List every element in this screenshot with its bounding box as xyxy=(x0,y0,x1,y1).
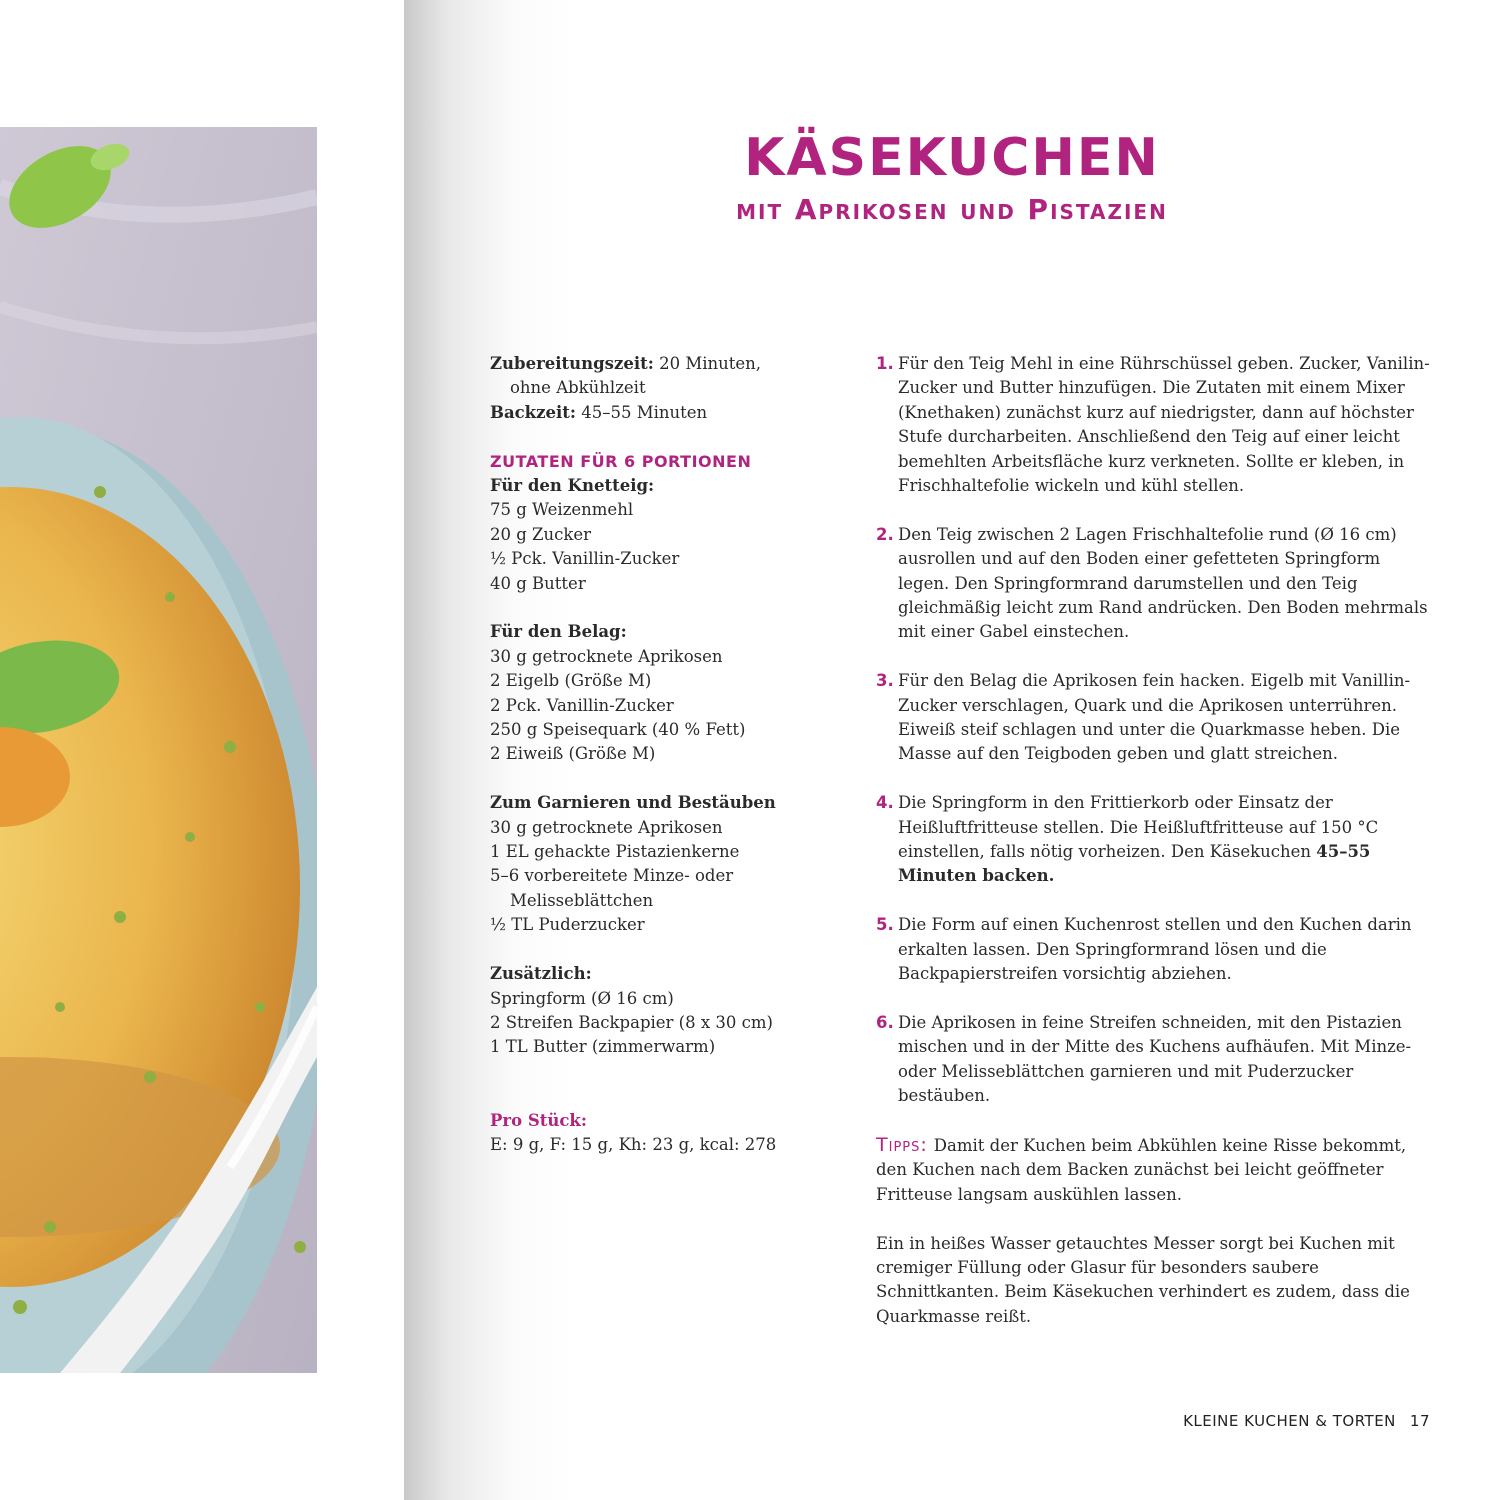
ingredient-item: 250 g Speisequark (40 % Fett) xyxy=(490,720,746,740)
step-number: 2. xyxy=(876,524,894,544)
cheesecake-photo xyxy=(0,127,317,1373)
ingredients-column xyxy=(490,352,840,1157)
dough-heading: Für den Knetteig: xyxy=(490,476,655,496)
prep-time-label: Zubereitungszeit: xyxy=(490,354,654,373)
topping-heading: Für den Belag: xyxy=(490,622,627,642)
tips-paragraph xyxy=(876,1133,1436,1207)
extra-heading: Zusätzlich: xyxy=(490,964,592,984)
step-1 xyxy=(876,352,1436,498)
bake-time-value: 45–55 Minuten xyxy=(575,402,708,422)
tips-label: Tipps: xyxy=(876,1133,928,1156)
step-text: Die Form auf einen Kuchenrost stellen und den Kuchen darin erkalten lassen. Den Springformrand lösen und die Backpapierstreifen vorsichtig abziehen. xyxy=(898,915,1412,984)
ingredient-item: 40 g Butter xyxy=(490,573,586,593)
step-number: 4. xyxy=(876,793,894,813)
step-number: 6. xyxy=(876,1012,894,1032)
bake-time-label: Backzeit: xyxy=(490,402,576,422)
prep-time-note: ohne Abkühlzeit xyxy=(510,378,646,398)
step-4 xyxy=(876,791,1436,889)
ingredient-item: 30 g getrocknete Aprikosen xyxy=(490,817,723,837)
ingredient-item: 75 g Weizenmehl xyxy=(490,500,634,520)
nutrition-label: Pro Stück: xyxy=(490,1110,587,1130)
step-number: 1. xyxy=(876,354,894,373)
tips-text: Damit der Kuchen beim Abkühlen keine Risse bekommt, den Kuchen nach dem Backen zunächst bei leicht geöffneter Fritteuse langsam auskühlen lassen. xyxy=(876,1135,1407,1204)
step-6 xyxy=(876,1011,1436,1109)
step-text: Die Aprikosen in feine Streifen schneiden, mit den Pistazien mischen und in der Mitte des Kuchens aufhäufen. Mit Minze- oder Melisseblättchen garnieren und mit Puderzucker bestäuben. xyxy=(898,1012,1412,1106)
step-text: Die Springform in den Frittierkorb oder Einsatz der Heißluftfritteuse stellen. Die Heißluftfritteuse auf 150 °C einstellen, falls nötig vorheizen. Den Käsekuchen xyxy=(898,793,1379,862)
ingredient-item: ½ TL Puderzucker xyxy=(490,915,645,935)
bake-time xyxy=(490,401,840,425)
page-footer xyxy=(1183,1412,1430,1430)
step-5 xyxy=(876,913,1436,986)
page-title: KÄSEKUCHEN xyxy=(744,128,1160,188)
garnish-heading: Zum Garnieren und Bestäuben xyxy=(490,793,776,813)
left-page xyxy=(0,0,404,1500)
prep-time-value: 20 Minuten, xyxy=(653,354,762,373)
ingredient-item: 20 g Zucker xyxy=(490,524,592,544)
prep-time xyxy=(490,352,840,376)
tips-paragraph-2: Ein in heißes Wasser getauchtes Messer sorgt bei Kuchen mit cremiger Füllung oder Glasur für besonders saubere Schnittkanten. Beim Käsekuchen verhindert es zudem, dass die Quarkmasse reißt. xyxy=(876,1233,1410,1326)
ingredient-item: 2 Eiweiß (Größe M) xyxy=(490,744,656,764)
step-text: Den Teig zwischen 2 Lagen Frischhaltefolie rund (Ø 16 cm) ausrollen und auf den Boden einer gefetteten Springform legen. Den Springformrand darumstellen und den Teig gleichmäßig leicht zum Rand andrücken. Den Boden mehrmals mit einer Gabel einstechen. xyxy=(898,524,1428,642)
step-number: 3. xyxy=(876,671,894,691)
nutrition-value: E: 9 g, F: 15 g, Kh: 23 g, kcal: 278 xyxy=(490,1134,777,1154)
ingredients-heading: ZUTATEN FÜR 6 PORTIONEN xyxy=(490,451,752,471)
section-name: KLEINE KUCHEN & TORTEN xyxy=(1183,1412,1396,1430)
step-text-bold: 45–55 Minuten backen. xyxy=(898,842,1371,886)
step-2 xyxy=(876,523,1436,645)
ingredient-item: Springform (Ø 16 cm) xyxy=(490,988,674,1008)
ingredient-item: ½ Pck. Vanillin-Zucker xyxy=(490,549,680,569)
step-number: 5. xyxy=(876,915,894,935)
page-number: 17 xyxy=(1409,1412,1430,1430)
page-subtitle: mit Aprikosen und Pistazien xyxy=(736,193,1168,226)
ingredient-item: 30 g getrocknete Aprikosen xyxy=(490,646,723,666)
ingredient-item: 5–6 vorbereitete Minze- oder Melisseblättchen xyxy=(490,866,734,910)
ingredient-item: 1 EL gehackte Pistazienkerne xyxy=(490,842,740,862)
ingredient-item: 1 TL Butter (zimmerwarm) xyxy=(490,1037,716,1057)
step-text: Für den Belag die Aprikosen fein hacken. Eigelb mit Vanillin-Zucker verschlagen, Quark und die Aprikosen unterrühren. Eiweiß steif schlagen und unter die Quarkmasse heben. Die Masse auf den Teigboden geben und glatt streichen. xyxy=(898,671,1411,764)
step-text: Für den Teig Mehl in eine Rührschüssel geben. Zucker, Vanilin-Zucker und Butter hinzufügen. Die Zutaten mit einem Mixer (Knethaken) zunächst kurz auf niedrigster, dann auf höchster Stufe durcharbeiten. Anschließend den Teig auf einer leicht bemehlten Arbeitsfläche kurz verkneten. Sollte er kleben, in Frischhaltefolie wickeln und kühl stellen. xyxy=(898,354,1430,496)
step-3 xyxy=(876,669,1436,767)
ingredient-item: 2 Streifen Backpapier (8 x 30 cm) xyxy=(490,1012,773,1032)
ingredient-item: 2 Eigelb (Größe M) xyxy=(490,671,652,691)
ingredient-item: 2 Pck. Vanillin-Zucker xyxy=(490,695,674,715)
instructions-column xyxy=(876,352,1436,1354)
